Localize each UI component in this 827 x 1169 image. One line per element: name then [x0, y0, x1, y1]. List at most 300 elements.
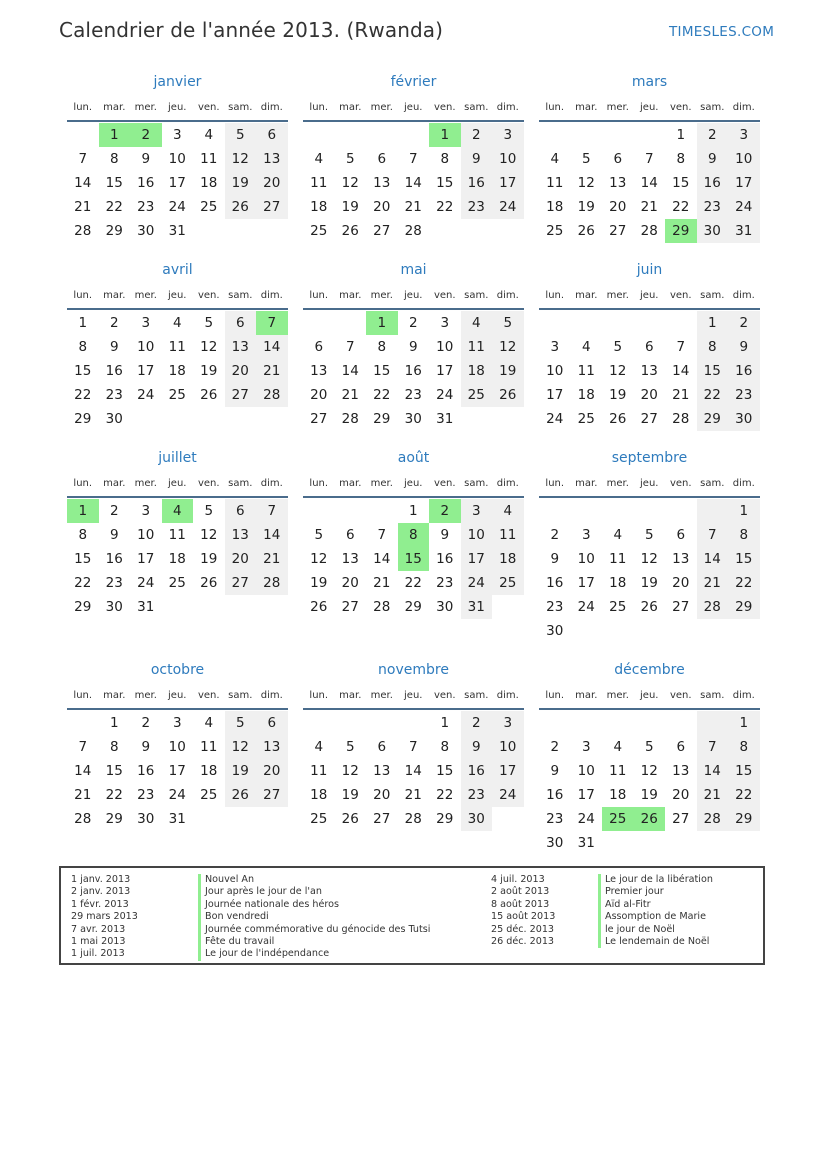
day-cell: 24 [546, 411, 564, 427]
day-cell: 19 [225, 759, 257, 783]
day-cell: 3 [141, 503, 151, 519]
weekday-label: ven. [197, 478, 220, 489]
day-cell: 19 [200, 363, 218, 379]
day-cell: 14 [373, 551, 391, 567]
day-cell: 8 [109, 739, 119, 755]
day-cell: 23 [728, 383, 760, 407]
day-cell: 9 [141, 739, 151, 755]
day-cell: 28 [74, 223, 92, 239]
weekday-label: dim. [260, 290, 283, 301]
day-cell: 2 [408, 315, 418, 331]
day-cell: 28 [74, 811, 92, 827]
weekday-label: sam. [228, 102, 253, 113]
day-cell: 21 [404, 199, 422, 215]
day-cell: 29 [74, 411, 92, 427]
day-cell: 26 [341, 223, 359, 239]
day-cell: 14 [404, 763, 422, 779]
day-cell: 18 [609, 787, 627, 803]
legend-holiday-name: le jour de Noël [598, 924, 713, 936]
day-cell: 16 [105, 551, 123, 567]
day-cell: 6 [225, 499, 257, 523]
day-cell: 23 [546, 599, 564, 615]
day-cell: 28 [404, 223, 422, 239]
day-cell: 30 [436, 599, 454, 615]
empty-day-cell [303, 123, 335, 147]
legend-holiday-name: Aïd al-Fitr [598, 899, 713, 911]
day-cell: 5 [492, 311, 524, 335]
weekday-header [67, 96, 288, 122]
day-cell: 26 [225, 195, 257, 219]
days-grid [67, 711, 288, 831]
weekday-label: dim. [732, 290, 755, 301]
weekday-label: mer. [606, 102, 629, 113]
day-cell: 26 [200, 575, 218, 591]
weekday-label: mer. [370, 290, 393, 301]
month-8 [539, 448, 760, 660]
legend-holiday-name: Le jour de la libération [598, 874, 713, 886]
weekday-label: jeu. [404, 690, 423, 701]
month-name: novembre [378, 662, 449, 678]
day-cell: 23 [105, 575, 123, 591]
day-cell: 21 [256, 359, 288, 383]
day-cell: 9 [408, 339, 418, 355]
day-cell: 19 [310, 575, 328, 591]
day-cell: 6 [225, 311, 257, 335]
weekday-label: mar. [575, 102, 598, 113]
holiday-day-cell: 29 [665, 219, 697, 243]
day-cell: 15 [74, 363, 92, 379]
day-cell: 7 [408, 739, 418, 755]
day-cell: 5 [581, 151, 591, 167]
day-cell: 9 [728, 335, 760, 359]
empty-day-cell [697, 711, 729, 735]
day-cell: 15 [373, 363, 391, 379]
day-cell: 24 [168, 787, 186, 803]
day-cell: 12 [341, 763, 359, 779]
weekday-header [67, 472, 288, 498]
weekday-label: mar. [103, 102, 126, 113]
day-cell: 1 [440, 715, 450, 731]
day-cell: 25 [546, 223, 564, 239]
empty-day-cell [571, 711, 603, 735]
empty-day-cell [335, 711, 367, 735]
day-cell: 6 [676, 739, 686, 755]
day-cell: 13 [256, 735, 288, 759]
day-cell: 21 [697, 783, 729, 807]
day-cell: 10 [492, 735, 524, 759]
weekday-label: dim. [496, 102, 519, 113]
day-cell: 19 [492, 359, 524, 383]
month-4 [303, 260, 524, 448]
day-cell: 17 [168, 175, 186, 191]
weekday-label: jeu. [404, 478, 423, 489]
day-cell: 23 [404, 387, 422, 403]
weekday-label: ven. [433, 102, 456, 113]
day-cell: 31 [577, 835, 595, 851]
day-cell: 24 [492, 195, 524, 219]
day-cell: 10 [436, 339, 454, 355]
days-grid [303, 311, 524, 431]
brand-link[interactable]: TIMESLES.COM [669, 24, 775, 40]
weekday-header [539, 284, 760, 310]
day-cell: 9 [109, 527, 119, 543]
day-cell: 14 [697, 759, 729, 783]
month-1 [303, 72, 524, 260]
day-cell: 3 [172, 127, 182, 143]
holiday-day-cell: 7 [256, 311, 288, 335]
day-cell: 3 [492, 123, 524, 147]
day-cell: 13 [310, 363, 328, 379]
empty-day-cell [634, 499, 666, 523]
day-cell: 22 [105, 787, 123, 803]
day-cell: 8 [109, 151, 119, 167]
weekday-header [303, 284, 524, 310]
day-cell: 17 [492, 759, 524, 783]
day-cell: 6 [644, 339, 654, 355]
day-cell: 11 [168, 339, 186, 355]
day-cell: 14 [404, 175, 422, 191]
legend-holiday-name: Le jour de l'indépendance [198, 948, 430, 960]
holiday-day-cell: 4 [162, 499, 194, 523]
day-cell: 11 [200, 739, 218, 755]
weekday-label: lun. [309, 102, 329, 113]
day-cell: 31 [137, 599, 155, 615]
weekday-label: mar. [575, 290, 598, 301]
weekday-label: ven. [197, 690, 220, 701]
day-cell: 26 [492, 383, 524, 407]
day-cell: 29 [105, 223, 123, 239]
legend-holiday-date: 2 janv. 2013 [71, 886, 131, 898]
weekday-label: sam. [228, 478, 253, 489]
empty-day-cell [303, 711, 335, 735]
day-cell: 16 [137, 763, 155, 779]
day-cell: 28 [672, 411, 690, 427]
empty-day-cell [335, 499, 367, 523]
weekday-label: jeu. [168, 690, 187, 701]
weekday-label: ven. [433, 690, 456, 701]
day-cell: 1 [408, 503, 418, 519]
weekday-label: ven. [197, 102, 220, 113]
day-cell: 26 [200, 387, 218, 403]
day-cell: 30 [105, 411, 123, 427]
day-cell: 22 [74, 387, 92, 403]
day-cell: 18 [546, 199, 564, 215]
empty-day-cell [571, 311, 603, 335]
day-cell: 8 [697, 335, 729, 359]
day-cell: 10 [728, 147, 760, 171]
weekday-label: mer. [606, 290, 629, 301]
day-cell: 10 [546, 363, 564, 379]
weekday-label: jeu. [640, 478, 659, 489]
day-cell: 30 [728, 407, 760, 431]
day-cell: 11 [310, 175, 328, 191]
day-cell: 28 [256, 571, 288, 595]
day-cell: 31 [168, 223, 186, 239]
day-cell: 13 [672, 763, 690, 779]
empty-day-cell [665, 499, 697, 523]
weekday-label: mar. [339, 690, 362, 701]
day-cell: 23 [105, 387, 123, 403]
weekday-label: mar. [103, 290, 126, 301]
weekday-label: mer. [134, 290, 157, 301]
day-cell: 17 [728, 171, 760, 195]
day-cell: 25 [609, 599, 627, 615]
month-name: janvier [153, 74, 202, 90]
day-cell: 21 [373, 575, 391, 591]
day-cell: 9 [461, 735, 493, 759]
empty-day-cell [571, 123, 603, 147]
empty-day-cell [303, 499, 335, 523]
day-cell: 16 [461, 171, 493, 195]
days-grid [67, 311, 288, 431]
day-cell: 17 [577, 787, 595, 803]
day-cell: 7 [697, 735, 729, 759]
day-cell: 20 [373, 787, 391, 803]
weekday-header [67, 684, 288, 710]
month-name: juillet [158, 450, 197, 466]
legend-holiday-date: 1 févr. 2013 [71, 898, 129, 910]
day-cell: 29 [404, 599, 422, 615]
day-cell: 19 [225, 171, 257, 195]
day-cell: 14 [74, 175, 92, 191]
legend-holiday-date: 1 juil. 2013 [71, 948, 125, 960]
day-cell: 13 [341, 551, 359, 567]
day-cell: 10 [461, 523, 493, 547]
day-cell: 8 [78, 527, 88, 543]
day-cell: 3 [440, 315, 450, 331]
day-cell: 4 [204, 715, 214, 731]
day-cell: 5 [345, 739, 355, 755]
weekday-label: sam. [700, 690, 725, 701]
day-cell: 7 [697, 523, 729, 547]
day-cell: 28 [373, 599, 391, 615]
day-cell: 12 [225, 147, 257, 171]
day-cell: 20 [310, 387, 328, 403]
day-cell: 8 [78, 339, 88, 355]
day-cell: 15 [74, 551, 92, 567]
day-cell: 25 [168, 575, 186, 591]
weekday-label: mer. [370, 102, 393, 113]
empty-day-cell [634, 311, 666, 335]
weekday-label: sam. [464, 290, 489, 301]
day-cell: 13 [373, 175, 391, 191]
days-grid [303, 499, 524, 619]
weekday-header [539, 472, 760, 498]
empty-day-cell [602, 123, 634, 147]
day-cell: 4 [613, 739, 623, 755]
day-cell: 4 [613, 527, 623, 543]
weekday-label: mer. [606, 478, 629, 489]
day-cell: 14 [256, 523, 288, 547]
day-cell: 6 [256, 123, 288, 147]
day-cell: 10 [168, 151, 186, 167]
empty-day-cell [602, 711, 634, 735]
legend-holiday-name: Bon vendredi [198, 911, 430, 923]
weekday-label: mer. [134, 690, 157, 701]
day-cell: 7 [345, 339, 355, 355]
day-cell: 10 [137, 339, 155, 355]
day-cell: 23 [436, 575, 454, 591]
weekday-label: mar. [339, 478, 362, 489]
day-cell: 29 [728, 807, 760, 831]
day-cell: 23 [461, 195, 493, 219]
day-cell: 13 [256, 147, 288, 171]
weekday-label: mar. [575, 478, 598, 489]
day-cell: 30 [546, 623, 564, 639]
weekday-label: ven. [433, 290, 456, 301]
day-cell: 23 [697, 195, 729, 219]
weekday-label: jeu. [168, 478, 187, 489]
month-name: mars [631, 74, 668, 90]
page-title: Calendrier de l'année 2013. (Rwanda) [59, 18, 444, 42]
day-cell: 4 [550, 151, 560, 167]
month-name: octobre [150, 662, 205, 678]
day-cell: 12 [640, 763, 658, 779]
weekday-header [67, 284, 288, 310]
day-cell: 19 [200, 551, 218, 567]
weekday-header [303, 472, 524, 498]
holiday-day-cell: 8 [398, 523, 430, 547]
day-cell: 11 [609, 763, 627, 779]
day-cell: 2 [461, 711, 493, 735]
day-cell: 19 [640, 575, 658, 591]
day-cell: 24 [168, 199, 186, 215]
empty-day-cell [67, 123, 99, 147]
day-cell: 28 [640, 223, 658, 239]
empty-day-cell [539, 711, 571, 735]
day-cell: 22 [436, 787, 454, 803]
day-cell: 18 [200, 763, 218, 779]
month-3 [67, 260, 288, 448]
day-cell: 19 [341, 199, 359, 215]
day-cell: 25 [577, 411, 595, 427]
day-cell: 7 [78, 739, 88, 755]
day-cell: 21 [256, 547, 288, 571]
weekday-label: mar. [103, 478, 126, 489]
empty-day-cell [665, 711, 697, 735]
day-cell: 31 [168, 811, 186, 827]
day-cell: 16 [461, 759, 493, 783]
day-cell: 16 [546, 575, 564, 591]
day-cell: 1 [728, 711, 760, 735]
day-cell: 24 [436, 387, 454, 403]
day-cell: 14 [640, 175, 658, 191]
weekday-label: lun. [309, 690, 329, 701]
day-cell: 10 [168, 739, 186, 755]
weekday-label: jeu. [168, 290, 187, 301]
day-cell: 23 [137, 199, 155, 215]
day-cell: 30 [461, 807, 493, 831]
empty-day-cell [366, 123, 398, 147]
day-cell: 10 [137, 527, 155, 543]
day-cell: 20 [341, 575, 359, 591]
day-cell: 2 [461, 123, 493, 147]
day-cell: 30 [137, 223, 155, 239]
day-cell: 1 [676, 127, 686, 143]
empty-day-cell [539, 123, 571, 147]
day-cell: 16 [137, 175, 155, 191]
day-cell: 25 [492, 571, 524, 595]
day-cell: 9 [550, 551, 560, 567]
day-cell: 29 [728, 595, 760, 619]
day-cell: 6 [314, 339, 324, 355]
holiday-day-cell: 2 [429, 499, 461, 523]
weekday-label: mar. [339, 102, 362, 113]
month-name: février [390, 74, 437, 90]
weekday-label: ven. [197, 290, 220, 301]
day-cell: 4 [461, 311, 493, 335]
day-cell: 11 [546, 175, 564, 191]
month-6 [67, 448, 288, 636]
holiday-day-cell: 2 [130, 123, 162, 147]
day-cell: 2 [109, 315, 119, 331]
month-2 [539, 72, 760, 260]
day-cell: 25 [168, 387, 186, 403]
day-cell: 29 [105, 811, 123, 827]
day-cell: 26 [640, 599, 658, 615]
month-7 [303, 448, 524, 636]
day-cell: 28 [697, 595, 729, 619]
day-cell: 9 [440, 527, 450, 543]
weekday-label: mer. [606, 690, 629, 701]
weekday-label: jeu. [640, 102, 659, 113]
day-cell: 16 [728, 359, 760, 383]
day-cell: 7 [676, 339, 686, 355]
empty-day-cell [366, 711, 398, 735]
weekday-label: mar. [575, 690, 598, 701]
day-cell: 30 [105, 599, 123, 615]
day-cell: 31 [461, 595, 493, 619]
day-cell: 11 [577, 363, 595, 379]
day-cell: 7 [408, 151, 418, 167]
weekday-label: sam. [228, 690, 253, 701]
months-grid [67, 72, 767, 872]
day-cell: 22 [728, 783, 760, 807]
weekday-label: lun. [309, 290, 329, 301]
legend-holiday-name: Journée nationale des héros [198, 899, 430, 911]
day-cell: 22 [436, 199, 454, 215]
day-cell: 24 [577, 599, 595, 615]
days-grid [303, 123, 524, 243]
day-cell: 14 [256, 335, 288, 359]
weekday-label: lun. [73, 478, 93, 489]
day-cell: 14 [672, 363, 690, 379]
legend-left-names [198, 874, 430, 961]
weekday-label: mer. [370, 690, 393, 701]
day-cell: 22 [697, 383, 729, 407]
day-cell: 25 [310, 811, 328, 827]
weekday-label: lun. [545, 102, 565, 113]
day-cell: 4 [581, 339, 591, 355]
day-cell: 20 [672, 787, 690, 803]
day-cell: 2 [728, 311, 760, 335]
weekday-label: jeu. [168, 102, 187, 113]
day-cell: 6 [345, 527, 355, 543]
day-cell: 19 [577, 199, 595, 215]
weekday-label: lun. [73, 102, 93, 113]
weekday-label: sam. [464, 478, 489, 489]
day-cell: 20 [373, 199, 391, 215]
month-name: mai [400, 262, 427, 278]
day-cell: 17 [546, 387, 564, 403]
day-cell: 29 [697, 407, 729, 431]
day-cell: 28 [256, 383, 288, 407]
day-cell: 18 [168, 551, 186, 567]
day-cell: 12 [577, 175, 595, 191]
day-cell: 27 [373, 811, 391, 827]
day-cell: 15 [672, 175, 690, 191]
day-cell: 19 [640, 787, 658, 803]
